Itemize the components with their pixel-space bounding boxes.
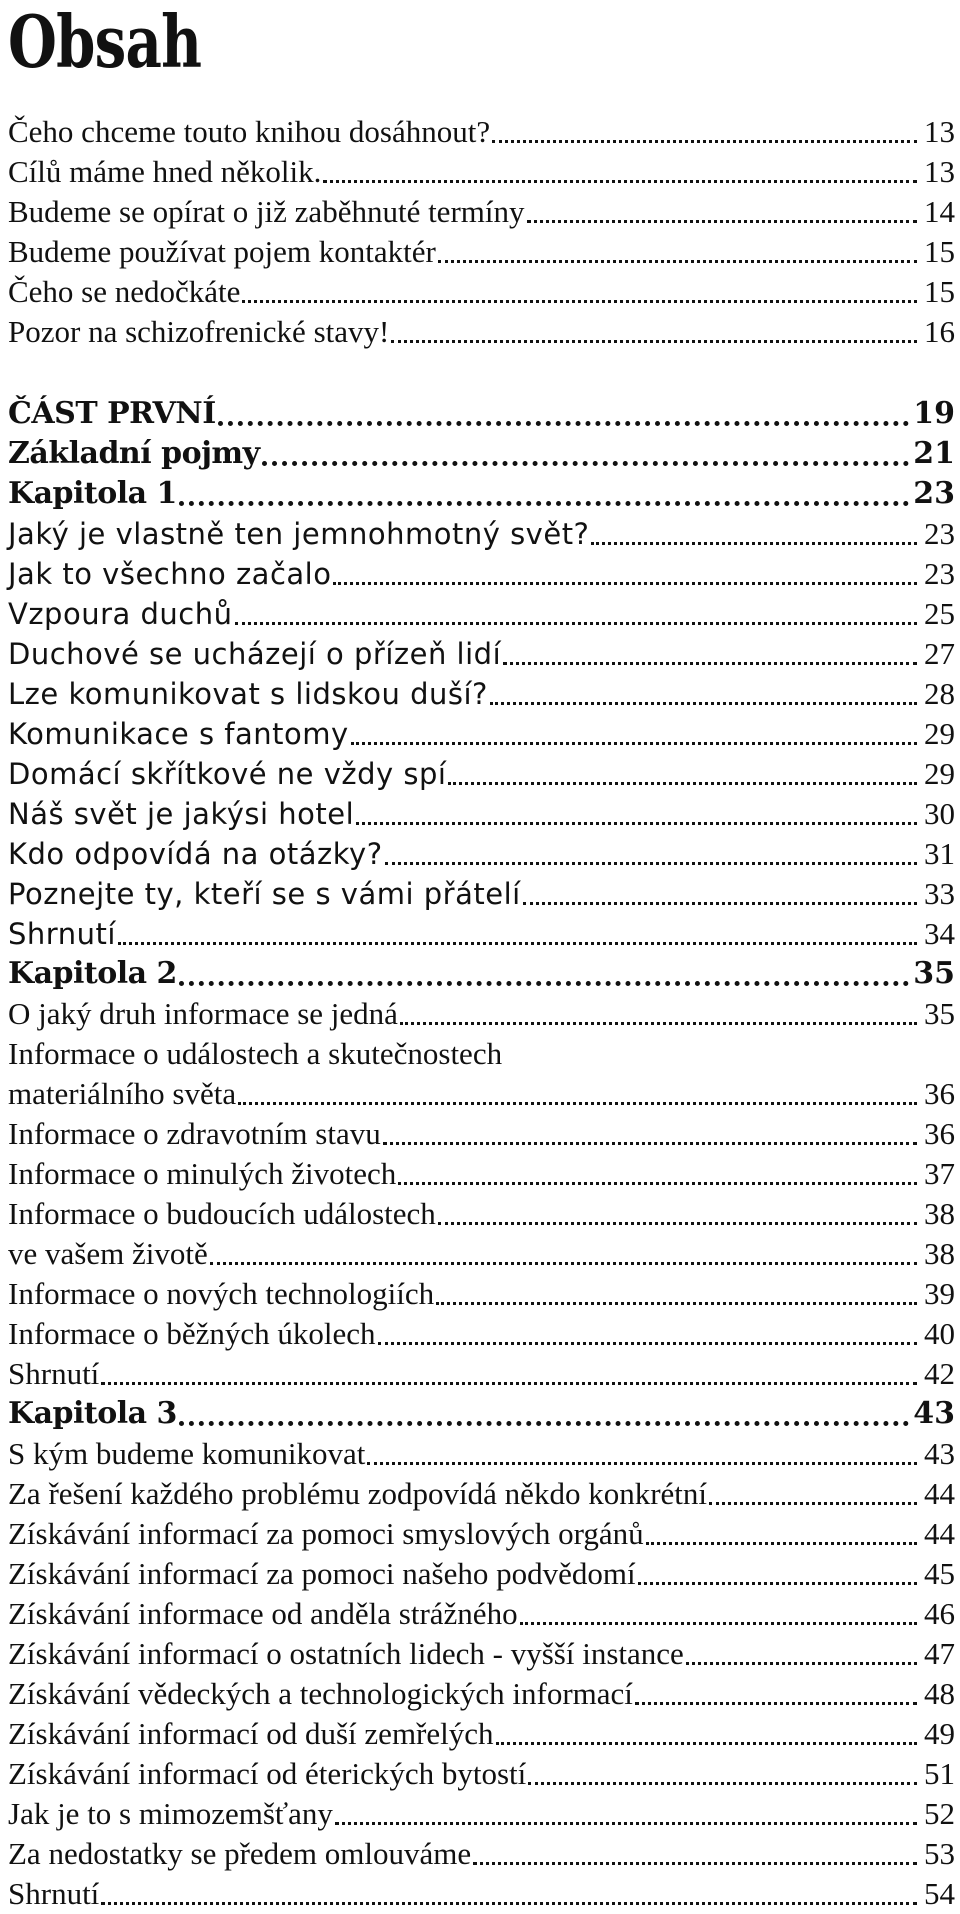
toc-entry-title: Informace o nových technologiích bbox=[8, 1276, 435, 1311]
toc-entry bbox=[8, 1194, 955, 1234]
toc-entry-title: Získávání informací od éterických bytostí bbox=[8, 1756, 527, 1791]
toc-entry bbox=[8, 714, 955, 754]
dot-leader bbox=[591, 514, 917, 554]
toc-entry-title: Informace o budoucích událostech bbox=[8, 1196, 436, 1231]
toc-entry-page-number: 44 bbox=[924, 1476, 955, 1511]
toc-entry-title: Náš svět je jakýsi hotel bbox=[8, 797, 355, 831]
dot-leader bbox=[335, 1794, 917, 1834]
dot-leader bbox=[323, 152, 917, 192]
toc-entry-page-number: 54 bbox=[924, 1876, 955, 1911]
toc-entry-page-number: 15 bbox=[924, 274, 955, 309]
toc-entry-title: Shrnutí bbox=[8, 1356, 100, 1391]
dot-leader bbox=[436, 1274, 917, 1314]
toc-entry-title: Budeme se opírat o již zaběhnuté termíny bbox=[8, 194, 525, 229]
toc-entry bbox=[8, 394, 955, 434]
dot-leader bbox=[635, 1674, 917, 1714]
toc-entry-page-number: 19 bbox=[913, 396, 955, 431]
toc-entry-title: S kým budeme komunikovat bbox=[8, 1436, 366, 1471]
toc-entry bbox=[8, 1234, 955, 1274]
dot-leader bbox=[351, 714, 917, 754]
dot-leader bbox=[179, 1394, 909, 1434]
toc-entry bbox=[8, 954, 955, 994]
toc-entry-title: Kapitola 1 bbox=[8, 476, 177, 511]
toc-entry bbox=[8, 434, 955, 474]
toc-entry-page-number: 42 bbox=[924, 1356, 955, 1391]
toc-entry-title: Domácí skřítkové ne vždy spí bbox=[8, 757, 447, 791]
toc-entry-page-number: 38 bbox=[924, 1236, 955, 1271]
toc-entry bbox=[8, 1434, 955, 1474]
toc-entry-page-number: 33 bbox=[924, 876, 955, 911]
toc-entry bbox=[8, 192, 955, 232]
toc-entry-page-number: 28 bbox=[924, 676, 955, 711]
dot-leader bbox=[179, 954, 909, 994]
toc-entry-title: Za řešení každého problému zodpovídá někdo konkrétní bbox=[8, 1476, 707, 1511]
dot-leader bbox=[686, 1634, 917, 1674]
toc-entry-page-number: 13 bbox=[924, 114, 955, 149]
toc-entry bbox=[8, 994, 955, 1034]
toc-entry bbox=[8, 1354, 955, 1394]
toc-entry-page-number: 44 bbox=[924, 1516, 955, 1551]
dot-leader bbox=[473, 1834, 917, 1874]
toc-entry bbox=[8, 914, 955, 954]
toc-entry bbox=[8, 834, 955, 874]
toc-entry-page-number: 35 bbox=[924, 996, 955, 1031]
toc-entry-page-number: 30 bbox=[924, 796, 955, 831]
toc-entry-page-number: 29 bbox=[924, 756, 955, 791]
toc-entry bbox=[8, 1314, 955, 1354]
toc-entry bbox=[8, 112, 955, 152]
toc-entry-title: Základní pojmy bbox=[8, 436, 260, 471]
toc-entry bbox=[8, 1474, 955, 1514]
toc-entry-page-number: 43 bbox=[913, 1396, 955, 1431]
toc-entry-page-number: 51 bbox=[924, 1756, 955, 1791]
toc-entry bbox=[8, 1634, 955, 1674]
dot-leader bbox=[179, 474, 909, 514]
toc-entry bbox=[8, 634, 955, 674]
dot-leader bbox=[638, 1554, 917, 1594]
dot-leader bbox=[709, 1474, 917, 1514]
dot-leader bbox=[210, 1234, 917, 1274]
dot-leader bbox=[367, 1434, 917, 1474]
toc-entry-title: Čeho se nedočkáte bbox=[8, 274, 241, 309]
toc-entry-title: Komunikace s fantomy bbox=[8, 717, 349, 751]
toc-entry bbox=[8, 1074, 955, 1114]
dot-leader bbox=[391, 312, 917, 352]
toc-entry-title: Lze komunikovat s lidskou duší? bbox=[8, 677, 488, 711]
toc-entry-page-number: 48 bbox=[924, 1676, 955, 1711]
toc-entry-title: Za nedostatky se předem omlouváme bbox=[8, 1836, 472, 1871]
dot-leader bbox=[118, 914, 917, 954]
toc-entry bbox=[8, 1754, 955, 1794]
dot-leader bbox=[503, 634, 917, 674]
toc-entry bbox=[8, 1514, 955, 1554]
toc-entry bbox=[8, 232, 955, 272]
toc-entry-page-number: 37 bbox=[924, 1156, 955, 1191]
toc-entry-title: Poznejte ty, kteří se s vámi přátelí bbox=[8, 877, 521, 911]
toc-entry bbox=[8, 1114, 955, 1154]
toc-entry-title: Kapitola 2 bbox=[8, 956, 177, 991]
toc-entry-title: Čeho chceme touto knihou dosáhnout? bbox=[8, 114, 491, 149]
toc-entry-title: Získávání informace od anděla strážného bbox=[8, 1596, 518, 1631]
toc-entry-title: Duchové se ucházejí o přízeň lidí bbox=[8, 637, 502, 671]
dot-leader bbox=[438, 1194, 917, 1234]
toc-entry-title: Informace o zdravotním stavu bbox=[8, 1116, 381, 1151]
toc-entry bbox=[8, 1794, 955, 1834]
toc-entry-title: Cílů máme hned několik. bbox=[8, 154, 322, 189]
toc-entry bbox=[8, 474, 955, 514]
toc-entry-title: materiálního světa bbox=[8, 1076, 237, 1111]
toc-entry-title: Pozor na schizofrenické stavy! bbox=[8, 314, 390, 349]
toc-entry-page-number: 23 bbox=[924, 556, 955, 591]
toc-entry bbox=[8, 674, 955, 714]
toc-entry-title: ČÁST PRVNÍ bbox=[8, 396, 216, 431]
toc-entry-title: Kapitola 3 bbox=[8, 1396, 177, 1431]
toc-entry bbox=[8, 1034, 955, 1074]
dot-leader bbox=[400, 994, 917, 1034]
toc-entry bbox=[8, 272, 955, 312]
dot-leader bbox=[101, 1354, 917, 1394]
table-of-contents bbox=[8, 112, 955, 1914]
toc-entry-title: Informace o běžných úkolech bbox=[8, 1316, 376, 1351]
dot-leader bbox=[527, 192, 918, 232]
toc-entry-page-number: 36 bbox=[924, 1116, 955, 1151]
dot-leader bbox=[490, 674, 917, 714]
dot-leader bbox=[496, 1714, 917, 1754]
toc-entry-page-number: 15 bbox=[924, 234, 955, 269]
toc-entry-page-number: 16 bbox=[924, 314, 955, 349]
toc-entry-page-number: 29 bbox=[924, 716, 955, 751]
toc-entry bbox=[8, 1874, 955, 1914]
toc-entry bbox=[8, 1834, 955, 1874]
toc-entry-page-number: 46 bbox=[924, 1596, 955, 1631]
toc-entry-page-number: 38 bbox=[924, 1196, 955, 1231]
toc-entry-page-number: 13 bbox=[924, 154, 955, 189]
dot-leader bbox=[235, 594, 918, 634]
toc-entry-page-number: 43 bbox=[924, 1436, 955, 1471]
toc-entry-title: Vzpoura duchů bbox=[8, 597, 233, 631]
toc-entry-title: Budeme používat pojem kontaktér bbox=[8, 234, 436, 269]
toc-entry-page-number: 36 bbox=[924, 1076, 955, 1111]
dot-leader bbox=[218, 394, 909, 434]
toc-entry-title: Kdo odpovídá na otázky? bbox=[8, 837, 383, 871]
toc-entry bbox=[8, 514, 955, 554]
toc-entry-title: Získávání vědeckých a technologických informací bbox=[8, 1676, 633, 1711]
toc-entry-page-number: 23 bbox=[924, 516, 955, 551]
toc-entry-page-number: 40 bbox=[924, 1316, 955, 1351]
toc-entry bbox=[8, 1674, 955, 1714]
dot-leader bbox=[238, 1074, 917, 1114]
toc-entry-title: Shrnutí bbox=[8, 1876, 100, 1911]
toc-entry bbox=[8, 152, 955, 192]
toc-entry-title: Získávání informací za pomoci smyslových orgánů bbox=[8, 1516, 644, 1551]
toc-entry bbox=[8, 1274, 955, 1314]
toc-entry-page-number: 21 bbox=[913, 436, 955, 471]
toc-entry bbox=[8, 554, 955, 594]
toc-entry-page-number: 49 bbox=[924, 1716, 955, 1751]
toc-entry-title: Získávání informací od duší zemřelých bbox=[8, 1716, 494, 1751]
dot-leader bbox=[448, 754, 917, 794]
dot-leader bbox=[242, 272, 917, 312]
dot-leader bbox=[523, 874, 917, 914]
toc-entry bbox=[8, 1394, 955, 1434]
toc-entry bbox=[8, 1594, 955, 1634]
toc-entry-page-number: 47 bbox=[924, 1636, 955, 1671]
dot-leader bbox=[492, 112, 917, 152]
dot-leader bbox=[438, 232, 917, 272]
toc-entry-page-number: 34 bbox=[924, 916, 955, 951]
dot-leader bbox=[520, 1594, 917, 1634]
dot-leader bbox=[383, 1114, 917, 1154]
toc-entry bbox=[8, 1714, 955, 1754]
toc-entry bbox=[8, 312, 955, 352]
toc-entry bbox=[8, 794, 955, 834]
dot-leader bbox=[385, 834, 917, 874]
toc-entry-title: O jaký druh informace se jedná bbox=[8, 996, 398, 1031]
toc-entry-page-number: 45 bbox=[924, 1556, 955, 1591]
dot-leader bbox=[528, 1754, 917, 1794]
dot-leader bbox=[101, 1874, 917, 1914]
toc-entry-title: Získávání informací za pomoci našeho podvědomí bbox=[8, 1556, 636, 1591]
toc-entry-page-number: 31 bbox=[924, 836, 955, 871]
toc-entry-title: Získávání informací o ostatních lidech - vyšší instance bbox=[8, 1636, 684, 1671]
dot-leader bbox=[378, 1314, 917, 1354]
toc-entry-page-number: 39 bbox=[924, 1276, 955, 1311]
toc-entry-page-number: 23 bbox=[913, 476, 955, 511]
toc-entry bbox=[8, 874, 955, 914]
page-title: Obsah bbox=[8, 0, 202, 84]
toc-entry-page-number: 27 bbox=[924, 636, 955, 671]
dot-leader bbox=[398, 1154, 917, 1194]
toc-entry bbox=[8, 1554, 955, 1594]
dot-leader bbox=[262, 434, 909, 474]
toc-entry-title: Shrnutí bbox=[8, 917, 116, 951]
toc-entry-title: Informace o událostech a skutečnostech bbox=[8, 1036, 503, 1071]
dot-leader bbox=[646, 1514, 917, 1554]
toc-entry-page-number: 35 bbox=[913, 956, 955, 991]
toc-entry bbox=[8, 594, 955, 634]
toc-entry-title: ve vašem životě bbox=[8, 1236, 208, 1271]
toc-entry-title: Jak je to s mimozemšťany bbox=[8, 1796, 333, 1831]
toc-entry-title: Jaký je vlastně ten jemnohmotný svět? bbox=[8, 517, 590, 551]
toc-entry-page-number: 52 bbox=[924, 1796, 955, 1831]
toc-entry-page-number: 25 bbox=[924, 596, 955, 631]
toc-entry bbox=[8, 754, 955, 794]
toc-entry-title: Jak to všechno začalo bbox=[8, 557, 332, 591]
toc-entry-title: Informace o minulých životech bbox=[8, 1156, 397, 1191]
toc-entry bbox=[8, 1154, 955, 1194]
toc-entry-page-number: 14 bbox=[924, 194, 955, 229]
dot-leader bbox=[333, 554, 917, 594]
toc-entry-page-number: 53 bbox=[924, 1836, 955, 1871]
dot-leader bbox=[356, 794, 917, 834]
